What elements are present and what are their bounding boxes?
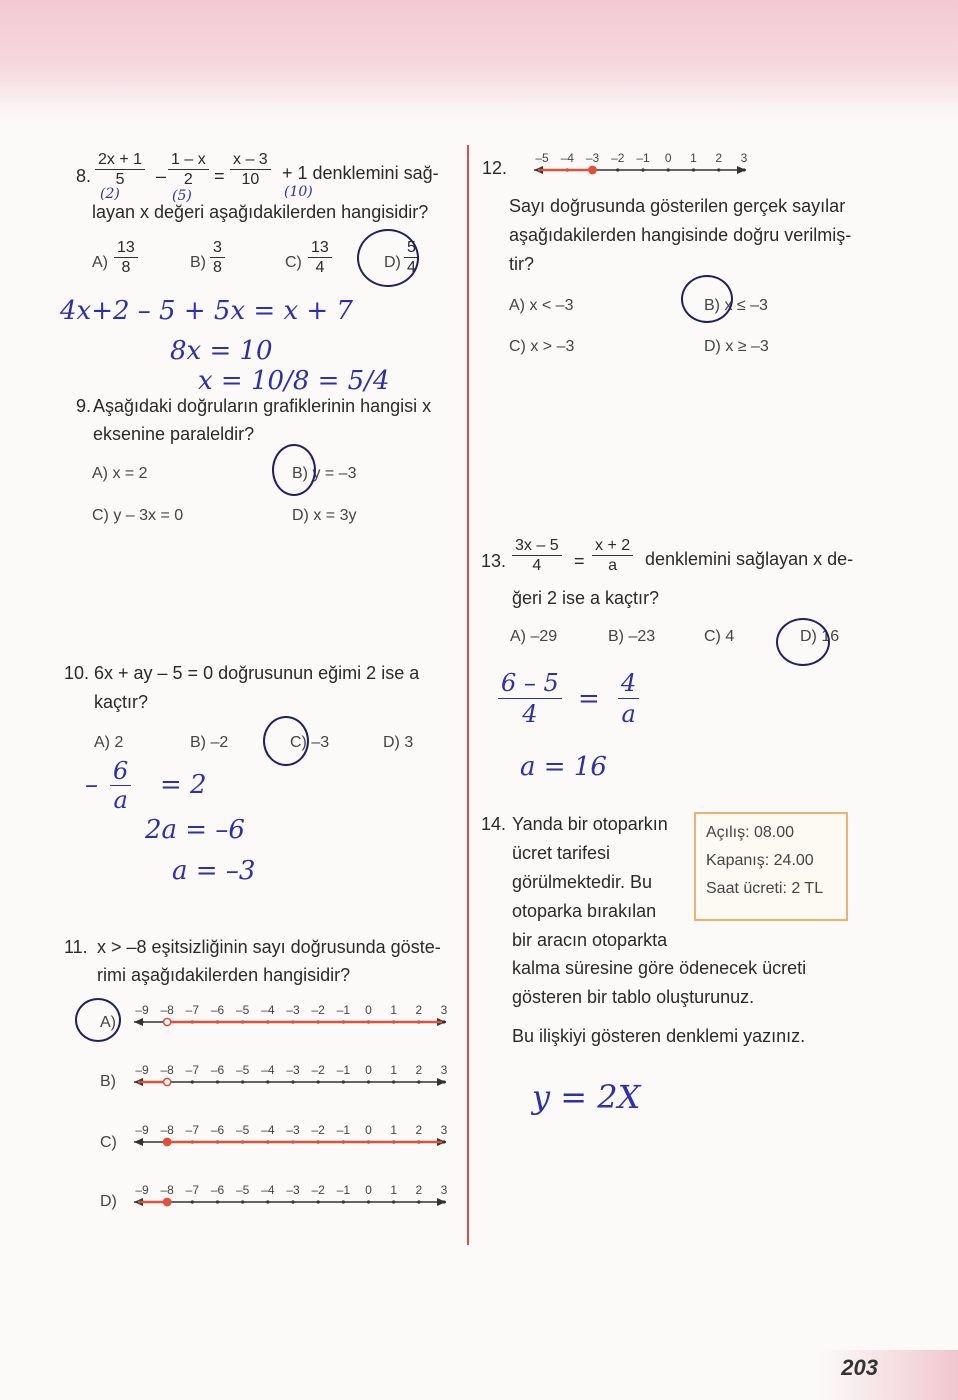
q11-option-a[interactable]: A) [100,1014,116,1031]
tick-label: –2 [311,1003,325,1017]
tick-label: –7 [185,1003,200,1017]
tick-label: –2 [611,151,625,165]
q8-f3-num: x – 3 [230,150,271,170]
q13-text-line2: ğeri 2 ise a kaçtır? [512,588,660,608]
q14-number: 14. [481,814,507,834]
tick-label: –2 [311,1183,325,1197]
tick-dot [266,1080,269,1083]
q14-text-line2: ücret tarifesi [512,843,611,863]
tick-label: –7 [185,1183,200,1197]
tick-label: –2 [311,1123,325,1137]
tick-label: –1 [636,151,650,165]
q11-text-line1: x > –8 eşitsizliğinin sayı doğrusunda göste- [97,937,441,957]
q8-fraction-2 [168,150,209,189]
q14-box-closing: Kapanış: 24.00 [706,852,814,869]
tick-label: –5 [235,1063,250,1077]
endpoint-marker [164,1078,171,1085]
tick-dot [442,1140,445,1143]
q9-text-line2: eksenine paraleldir? [93,424,255,444]
q8-option-d-label: D) [384,254,401,271]
q14-text-line7: gösteren bir tablo oluşturunuz. [512,987,755,1007]
tick-dot [342,1080,345,1083]
q10-option-a[interactable]: A) 2 [94,734,124,751]
q8-fraction-1 [95,150,145,189]
q8-option-c[interactable] [308,238,332,277]
tick-dot [241,1080,244,1083]
tick-label: –5 [235,1123,250,1137]
q13-fraction-2 [592,536,633,575]
tick-dot [241,1200,244,1203]
tick-label: –8 [160,1063,174,1077]
q8-option-a-label: A) [92,254,108,271]
tick-label: –9 [135,1063,149,1077]
q13-f2-den: a [608,557,618,574]
q14-box-hourly-fee: Saat ücreti: 2 TL [706,880,824,897]
q12-text-line2: aşağıdakilerden hangisinde doğru verilmiş- [509,225,852,245]
tick-dot [442,1020,445,1023]
q13-f1-den: 4 [532,557,542,574]
q10-number: 10. [64,663,90,683]
q8-option-b[interactable] [210,238,225,277]
tick-dot [717,168,720,171]
q12-option-c[interactable]: C) x > –3 [509,338,575,355]
tick-label: –3 [585,151,600,165]
q11-option-d[interactable]: D) [100,1193,117,1210]
tick-dot [140,1140,143,1143]
q13-option-b[interactable]: B) –23 [608,628,656,645]
q10-option-b[interactable]: B) –2 [190,734,229,751]
tick-dot [216,1080,219,1083]
q13-hw-f1-den: 4 [522,700,538,728]
endpoint-marker [589,166,596,173]
q14-box-opening: Açılış: 08.00 [706,824,795,841]
q9-option-b[interactable]: B) y = –3 [292,465,357,482]
tick-label: –8 [160,1003,174,1017]
header-banner [0,0,958,120]
tick-dot [317,1200,320,1203]
q8-text-tail: + 1 denklemini sağ- [282,163,439,183]
tick-label: –7 [185,1063,200,1077]
q14-text-line6: kalma süresine göre ödenecek ücreti [512,958,807,978]
q14-hw-answer: y = 2X [532,1078,641,1116]
q13-answer-circle [776,618,830,666]
q8-option-a-den: 8 [121,259,131,276]
q13-hw-fraction-1 [498,668,562,729]
tick-dot [392,1200,395,1203]
q8-f2-num: 1 – x [168,150,209,170]
q14-text-line5: bir aracın otoparkta [512,930,668,950]
tick-dot [417,1200,420,1203]
q8-hw-line3: x = 10/8 = 5/4 [198,366,390,396]
q13-f1-num: 3x – 5 [512,536,562,556]
q13-hw-line2: a = 16 [520,752,607,782]
q12-text-line1: Sayı doğrusunda gösterilen gerçek sayılar [509,196,846,216]
tick-label: 3 [740,151,748,165]
tick-label: 2 [715,151,723,165]
q13-hw-f2-num: 4 [618,668,639,699]
q8-option-b-num: 3 [210,238,225,258]
q8-hw-mult-3: (10) [284,184,313,200]
q10-hw-rhs: = 2 [160,770,207,800]
tick-label: 1 [390,1123,398,1137]
tick-label: –9 [135,1003,149,1017]
tick-label: –4 [261,1063,275,1077]
tick-label: –4 [261,1123,275,1137]
q8-hw-mult-1: (2) [100,186,120,202]
q8-option-c-den: 4 [315,259,325,276]
endpoint-marker [164,1198,171,1205]
tick-label: 3 [440,1183,448,1197]
tick-label: 0 [365,1123,372,1137]
q10-hw-num: 6 [110,757,131,786]
tick-label: 0 [365,1003,372,1017]
tick-label: 3 [440,1003,448,1017]
q10-hw-line2: 2a = –6 [145,815,245,845]
q11-text-line2: rimi aşağıdakilerden hangisidir? [97,965,351,985]
tick-label: –1 [336,1183,351,1197]
tick-label: –1 [336,1003,351,1017]
tick-dot [616,168,619,171]
tick-dot [317,1080,320,1083]
tick-label: –5 [535,151,549,165]
tick-label: 2 [415,1063,423,1077]
q12-answer-circle [681,275,733,323]
q11-number-line-b [120,1058,460,1092]
tick-label: 1 [690,151,697,165]
tick-dot [291,1080,294,1083]
tick-dot [191,1200,194,1203]
tick-label: –3 [286,1063,300,1077]
tick-dot [367,1080,370,1083]
tick-label: 2 [415,1183,423,1197]
q12-option-b[interactable]: B) x ≤ –3 [704,297,768,314]
q11-number-line-c [120,1118,460,1152]
tick-dot [641,168,644,171]
tick-label: –4 [261,1183,275,1197]
q8-option-d-num: 5 [404,238,419,258]
tick-dot [291,1200,294,1203]
tick-label: –9 [135,1123,149,1137]
q14-text-line1: Yanda bir otoparkın [512,814,668,834]
q11-number-line-a [120,998,460,1032]
q9-answer-circle [272,444,316,496]
tick-label: –1 [336,1063,351,1077]
q8-f2-den: 2 [183,171,193,188]
tick-dot [417,1080,420,1083]
q9-option-a[interactable]: A) x = 2 [92,465,148,482]
tick-label: –7 [185,1123,200,1137]
q10-hw-line3: a = –3 [172,856,256,886]
q11-number: 11. [64,937,88,957]
q8-option-a[interactable] [114,238,138,277]
q10-option-c[interactable]: C) –3 [290,734,330,751]
tick-dot [392,1080,395,1083]
tick-label: –6 [210,1123,225,1137]
q9-number: 9. [76,396,92,416]
q13-text-tail: denklemini sağlayan x de- [645,549,854,569]
tick-label: 3 [440,1123,448,1137]
q13-number: 13. [481,551,507,571]
q14-text-line4: otoparka bırakılan [512,901,657,921]
q13-hw-f1-num: 6 – 5 [498,668,562,699]
tick-dot [442,1200,445,1203]
tick-dot [342,1200,345,1203]
q13-equals: = [574,551,585,571]
q8-option-b-den: 8 [213,259,222,276]
q8-answer-circle [357,229,419,287]
q12-number: 12. [482,158,508,178]
q10-answer-circle [263,716,309,766]
q10-hw-fraction [110,757,131,814]
q13-hw-fraction-2 [618,668,639,729]
endpoint-marker [164,1018,171,1025]
tick-dot [266,1200,269,1203]
q8-hw-mult-2: (5) [172,188,192,204]
tick-dot [191,1080,194,1083]
tick-dot [667,168,670,171]
q11-option-b[interactable]: B) [100,1073,116,1090]
q14-text-final: Bu ilişkiyi gösteren denklemi yazınız. [512,1026,806,1046]
q8-text-line2: layan x değeri aşağıdakilerden hangisidir? [92,202,429,222]
tick-label: –5 [235,1003,250,1017]
tick-label: 3 [440,1063,448,1077]
q8-equals: = [214,166,225,186]
q8-number: 8. [76,166,92,186]
tick-label: –4 [261,1003,275,1017]
tick-label: –5 [235,1183,250,1197]
q9-option-c[interactable]: C) y – 3x = 0 [92,507,184,524]
q10-hw-minus: – [85,770,98,800]
tick-label: –1 [336,1123,351,1137]
q9-option-d[interactable]: D) x = 3y [292,507,357,524]
q8-option-c-num: 13 [308,238,332,258]
q13-fraction-1 [512,536,562,575]
tick-label: –4 [560,151,574,165]
column-divider [467,145,469,1245]
tick-label: –3 [286,1123,300,1137]
q8-hw-line1: 4x+2 – 5 + 5x = x + 7 [60,296,353,326]
tick-label: 1 [390,1063,398,1077]
tick-label: 0 [365,1063,372,1077]
q13-option-d[interactable]: D) 16 [800,628,840,645]
q11-option-c[interactable]: C) [100,1134,117,1151]
tick-label: –2 [311,1063,325,1077]
q12-option-a[interactable]: A) x < –3 [509,297,574,314]
q10-option-d[interactable]: D) 3 [383,734,414,751]
q8-f1-num: 2x + 1 [95,150,145,170]
q8-option-d-den: 4 [407,259,416,276]
q13-f2-num: x + 2 [592,536,633,556]
tick-dot [216,1200,219,1203]
q13-option-c[interactable]: C) 4 [704,628,735,645]
q9-text-line1: Aşağıdaki doğruların grafiklerinin hangisi x [93,396,432,416]
tick-dot [367,1200,370,1203]
tick-label: –9 [135,1183,149,1197]
tick-label: 1 [390,1003,398,1017]
tick-label: 1 [390,1183,398,1197]
tick-label: –6 [210,1063,225,1077]
q8-option-b-label: B) [190,254,206,271]
q14-text-line3: görülmektedir. Bu [512,872,653,892]
q13-hw-f2-den: a [621,700,636,728]
q14-parking-tariff-box [694,812,848,921]
q11-answer-circle [75,998,121,1042]
tick-dot [742,168,745,171]
q10-hw-den: a [113,786,128,814]
tick-label: –6 [210,1003,225,1017]
q8-f3-den: 10 [241,171,260,188]
page-number: 203 [841,1355,878,1380]
q10-text-line1: 6x + ay – 5 = 0 doğrusunun eğimi 2 ise a [94,663,420,683]
q12-number-line [520,146,760,180]
q8-hw-line2: 8x = 10 [170,336,273,366]
tick-dot [442,1080,445,1083]
tick-dot [140,1020,143,1023]
tick-label: –8 [160,1183,174,1197]
tick-label: 0 [664,151,672,165]
tick-label: 0 [365,1183,372,1197]
tick-label: 2 [415,1123,423,1137]
q8-option-c-label: C) [285,254,302,271]
tick-label: 2 [415,1003,423,1017]
endpoint-marker [164,1138,171,1145]
tick-label: –3 [286,1183,300,1197]
q11-number-line-d [120,1178,460,1212]
q8-f1-den: 5 [115,171,125,188]
tick-label: –3 [286,1003,300,1017]
q8-fraction-3 [230,150,271,189]
q13-option-a[interactable]: A) –29 [510,628,558,645]
tick-dot [692,168,695,171]
q12-option-d[interactable]: D) x ≥ –3 [704,338,769,355]
tick-label: –6 [210,1183,225,1197]
q8-minus: – [156,166,167,186]
tick-label: –8 [160,1123,174,1137]
q10-text-line2: kaçtır? [94,692,149,712]
q8-option-a-num: 13 [114,238,138,258]
q13-hw-equals: = [578,684,600,714]
q12-text-line3: tir? [509,254,535,274]
